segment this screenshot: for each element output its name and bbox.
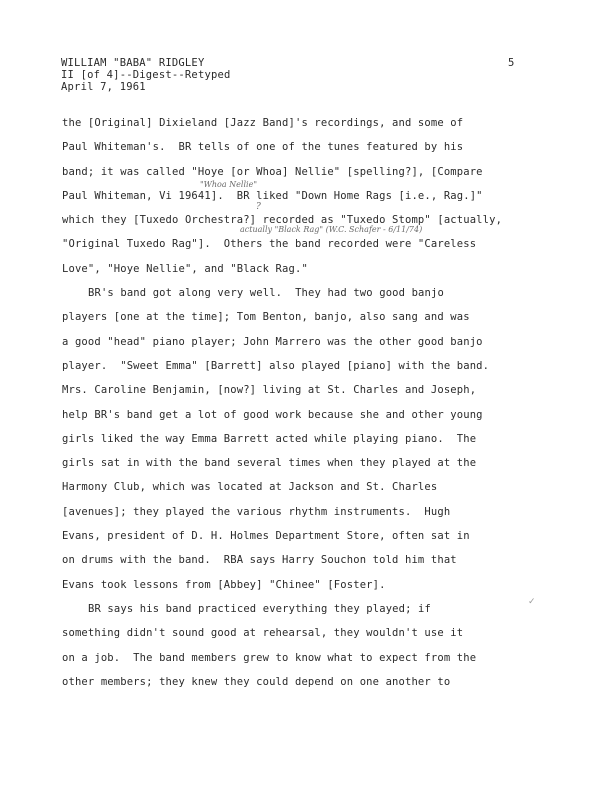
body-line: Evans, president of D. H. Holmes Department Store, often sat in	[62, 530, 470, 543]
body-line: band; it was called "Hoye [or Whoa] Nellie" [spelling?], [Compare	[62, 165, 483, 178]
header-date: April 7, 1961	[61, 81, 146, 93]
handwritten-annotation-black-rag: actually "Black Rag" (W.C. Schafer - 6/11/74)	[240, 225, 423, 234]
header-section: II [of 4]--Digest--Retyped	[61, 69, 231, 81]
body-line: help BR's band get a lot of good work because she and other young	[62, 408, 483, 421]
body-line: something didn't sound good at rehearsal, they wouldn't use it	[62, 627, 464, 640]
body-line: [avenues]; they played the various rhythm instruments. Hugh	[62, 505, 451, 518]
body-line: girls sat in with the band several times when they played at the	[62, 457, 477, 470]
header-subject: WILLIAM "BABA" RIDGLEY	[61, 57, 205, 69]
body-line: Harmony Club, which was located at Jackson and St. Charles	[62, 481, 438, 494]
body-line: Mrs. Caroline Benjamin, [now?] living at St. Charles and Joseph,	[62, 384, 477, 397]
handwritten-annotation-whoa-nellie: "Whoa Nellie"	[200, 180, 258, 189]
body-line: Paul Whiteman's. BR tells of one of the tunes featured by his	[62, 141, 464, 154]
paragraph-start-line: BR's band got along very well. They had two good banjo	[88, 287, 444, 300]
handwritten-caret-mark: ?	[256, 202, 261, 212]
document-header	[61, 57, 231, 93]
body-line: other members; they knew they could depend on one another to	[62, 675, 451, 688]
body-line: Paul Whiteman, Vi 19641]. BR liked "Down Home Rags [i.e., Rag.]"	[62, 189, 483, 202]
body-line: the [Original] Dixieland [Jazz Band]'s recordings, and some of	[62, 117, 464, 129]
body-line: a good "head" piano player; John Marrero was the other good banjo	[62, 335, 483, 348]
body-line: which they [Tuxedo Orchestra?] recorded as "Tuxedo Stomp" [actually,	[62, 214, 503, 227]
body-line: girls liked the way Emma Barrett acted while playing piano. The	[62, 432, 477, 445]
page-number: 5	[508, 57, 515, 69]
body-line: on a job. The band members grew to know what to expect from the	[62, 651, 477, 664]
body-line: on drums with the band. RBA says Harry Souchon told him that	[62, 554, 457, 567]
body-line: Love", "Hoye Nellie", and "Black Rag."	[62, 262, 308, 275]
margin-check-icon: ✓	[528, 597, 536, 607]
document-body	[62, 116, 562, 699]
body-line: player. "Sweet Emma" [Barrett] also played [piano] with the band.	[62, 359, 490, 372]
body-line: Evans took lessons from [Abbey] "Chinee" [Foster].	[62, 578, 386, 591]
body-line: "Original Tuxedo Rag"]. Others the band recorded were "Careless	[62, 238, 477, 251]
paragraph-start-line: BR says his band practiced everything they played; if	[88, 602, 431, 615]
body-line: players [one at the time]; Tom Benton, banjo, also sang and was	[62, 311, 470, 324]
